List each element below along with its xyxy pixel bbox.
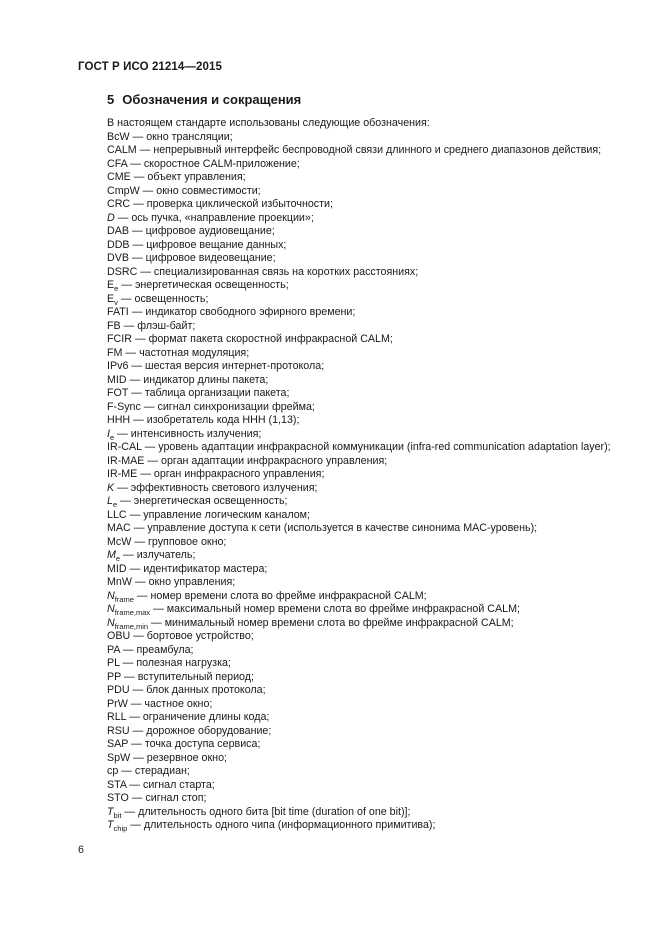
entry-symbol: M	[107, 549, 116, 561]
entry-symbol: N	[107, 616, 115, 629]
entry-definition: — длительность одного бита [bit time (duration of one bit)];	[121, 805, 411, 818]
entry-symbol: PL	[107, 657, 120, 669]
entry-definition: — бортовое устройство;	[130, 630, 254, 642]
entry-definition: — флэш-байт;	[120, 319, 196, 332]
entry-definition: — эффективность светового излучения;	[114, 481, 318, 494]
entry-definition: — стерадиан;	[118, 765, 190, 777]
abbreviation-entry	[78, 333, 644, 347]
entry-symbol: MAC	[107, 522, 131, 534]
entry-definition: — освещенность;	[117, 292, 209, 305]
entry-definition: — таблица организации пакета;	[128, 387, 290, 399]
abbreviation-entry	[78, 131, 644, 145]
entry-definition: — сигнал старта;	[126, 778, 215, 791]
entry-definition: — сигнал синхронизации фрейма;	[140, 400, 315, 413]
abbreviation-entry	[78, 698, 644, 712]
entry-definition: — окно совместимости;	[139, 184, 261, 197]
entry-definition: — специализированная связь на коротких расстояниях;	[137, 265, 419, 278]
entry-symbol: HHH	[107, 414, 131, 426]
entry-subscript: e	[112, 500, 118, 509]
abbreviation-entry	[78, 590, 644, 604]
entry-definition: — дорожное оборудование;	[129, 724, 272, 737]
entry-symbol: FOT	[107, 387, 129, 399]
entry-symbol: F-Sync	[107, 400, 141, 413]
abbreviation-entry	[78, 158, 644, 172]
entry-definition: — изобретатель кода HHH (1,13);	[130, 414, 300, 426]
entry-symbol: E	[107, 292, 115, 305]
abbreviation-entry	[78, 576, 644, 590]
entry-symbol: McW	[107, 535, 132, 548]
abbreviation-list	[78, 131, 644, 833]
entry-symbol: PDU	[107, 684, 130, 696]
entry-symbol: K	[107, 481, 115, 494]
abbreviation-entry	[78, 468, 644, 482]
entry-definition: — непрерывный интерфейс беспроводной связи длинного и среднего диапазонов действия;	[136, 144, 602, 156]
entry-symbol: DSRC	[107, 265, 138, 278]
entry-symbol: STO	[107, 792, 129, 804]
abbreviation-entry	[78, 549, 644, 563]
entry-definition: — объект управления;	[130, 171, 246, 183]
entry-definition: — управление логическим каналом;	[126, 508, 310, 521]
standard-designation: ГОСТ Р ИСО 21214—2015	[78, 61, 223, 73]
entry-symbol: MnW	[107, 576, 132, 588]
entry-symbol: CFA	[107, 157, 128, 170]
abbreviation-entry	[78, 495, 644, 509]
abbreviation-entry	[78, 765, 644, 779]
abbreviation-entry	[78, 819, 644, 833]
entry-definition: — точка доступа сервиса;	[128, 738, 261, 750]
entry-definition: — ось пучка, «направление проекции»;	[114, 211, 314, 224]
entry-definition: — скоростное CALM-приложение;	[127, 157, 300, 170]
entry-symbol: MID	[107, 373, 127, 386]
entry-subscript: v	[114, 297, 118, 307]
entry-symbol: MID	[107, 562, 127, 575]
abbreviation-entry	[78, 806, 644, 820]
abbreviation-entry	[78, 212, 644, 226]
entry-subscript: e	[114, 284, 119, 293]
abbreviation-entry	[78, 779, 644, 793]
abbreviation-entry	[78, 347, 644, 361]
abbreviation-entry	[78, 792, 644, 806]
entry-definition: — преамбула;	[119, 643, 194, 656]
entry-definition: — сигнал стоп;	[128, 792, 207, 804]
abbreviation-entry	[78, 401, 644, 415]
entry-symbol: DAB	[107, 225, 129, 237]
abbreviation-entry	[78, 455, 644, 469]
entry-definition: — резервное окно;	[130, 751, 227, 764]
entry-symbol: FATI	[107, 306, 129, 318]
abbreviation-entry	[78, 266, 644, 280]
abbreviation-entry	[78, 414, 644, 428]
abbreviation-entry	[78, 387, 644, 401]
entry-symbol: I	[107, 427, 110, 440]
entry-definition: — шестая версия интернет-протокола;	[128, 360, 325, 372]
entry-symbol: IR-MAE	[107, 454, 145, 467]
entry-symbol: E	[107, 279, 115, 291]
entry-definition: — групповое окно;	[131, 535, 227, 548]
entry-symbol: SAP	[107, 738, 129, 750]
entry-definition: — орган инфракрасного управления;	[137, 468, 325, 480]
entry-symbol: CmpW	[107, 184, 140, 197]
entry-symbol: RLL	[107, 711, 127, 723]
entry-symbol: STA	[107, 778, 127, 791]
section-number: 5	[107, 92, 115, 107]
entry-definition: — интенсивность излучения;	[114, 427, 262, 440]
entry-symbol: FB	[107, 319, 121, 332]
abbreviation-entry	[78, 252, 644, 266]
entry-definition: — цифровое вещание данных;	[129, 238, 287, 251]
entry-definition: — блок данных протокола;	[129, 684, 266, 696]
abbreviation-entry	[78, 603, 644, 617]
entry-symbol: FCIR	[107, 333, 132, 345]
entry-symbol: L	[107, 495, 113, 507]
abbreviation-entry	[78, 306, 644, 320]
abbreviation-entry	[78, 441, 644, 455]
entry-definition: — излучатель;	[120, 549, 196, 561]
entry-symbol: CRC	[107, 198, 131, 210]
entry-symbol: SpW	[107, 751, 131, 764]
entry-subscript: e	[109, 432, 115, 442]
entry-definition: — вступительный период;	[121, 670, 254, 683]
entry-symbol: CME	[107, 171, 131, 183]
abbreviation-entry	[78, 617, 644, 631]
entry-symbol: PA	[107, 643, 120, 656]
entry-subscript: frame,min	[114, 621, 149, 631]
entry-symbol: IPv6	[107, 360, 129, 372]
entry-subscript: chip	[113, 824, 128, 833]
abbreviation-entry	[78, 279, 644, 293]
entry-symbol: RSU	[107, 724, 130, 737]
entry-symbol: DDB	[107, 238, 130, 251]
abbreviation-entry	[78, 725, 644, 739]
abbreviation-entry	[78, 563, 644, 577]
entry-definition: — уровень адаптации инфракрасной коммуникации (infra-red communication adaptation layer);	[141, 441, 611, 453]
entry-symbol: T	[107, 819, 114, 831]
entry-symbol: N	[107, 603, 115, 615]
entry-definition: — частное окно;	[127, 697, 213, 710]
entry-symbol: ср	[107, 765, 119, 777]
entry-symbol: LLC	[107, 508, 127, 521]
abbreviation-entry	[78, 185, 644, 199]
entry-symbol: IR-CAL	[107, 441, 142, 453]
entry-symbol: OBU	[107, 630, 131, 642]
abbreviation-entry	[78, 752, 644, 766]
abbreviation-entry	[78, 671, 644, 685]
entry-symbol: FM	[107, 346, 123, 359]
abbreviation-entry	[78, 644, 644, 658]
entry-definition: — длительность одного чипа (информационного примитива);	[127, 819, 436, 831]
entry-symbol: BcW	[107, 130, 130, 143]
abbreviation-entry	[78, 630, 644, 644]
abbreviation-entry	[78, 657, 644, 671]
entry-subscript: frame	[114, 594, 134, 604]
entry-definition: — ограничение длины кода;	[126, 711, 270, 723]
entry-definition: — идентификатор мастера;	[126, 562, 268, 575]
entry-definition: — цифровое аудиовещание;	[128, 225, 275, 237]
entry-definition: — формат пакета скоростной инфракрасной CALM;	[131, 333, 393, 345]
entry-definition: — энергетическая освещенность;	[118, 279, 289, 291]
abbreviation-entry	[78, 144, 644, 158]
abbreviation-entry	[78, 738, 644, 752]
page-number: 6	[78, 844, 84, 856]
section-title-text: Обозначения и сокращения	[122, 92, 302, 107]
entry-definition: — частотная модуляция;	[122, 346, 250, 359]
abbreviation-entry	[78, 198, 644, 212]
abbreviation-entry	[78, 711, 644, 725]
abbreviation-entry	[78, 320, 644, 334]
entry-definition: — индикатор длины пакета;	[126, 373, 269, 386]
abbreviation-entry	[78, 360, 644, 374]
entry-symbol: N	[107, 589, 115, 602]
entry-subscript: bit	[113, 810, 122, 820]
entry-symbol: PrW	[107, 697, 128, 710]
entry-definition: — окно трансляции;	[129, 130, 233, 143]
entry-symbol: IR-ME	[107, 468, 138, 480]
entry-symbol: T	[107, 805, 114, 818]
abbreviation-entry	[78, 293, 644, 307]
abbreviation-entry	[78, 374, 644, 388]
abbreviation-entry	[78, 482, 644, 496]
abbreviation-entry	[78, 684, 644, 698]
intro-paragraph: В настоящем стандарте использованы следующие обозначения:	[107, 117, 430, 129]
abbreviation-entry	[78, 225, 644, 239]
abbreviation-entry	[78, 239, 644, 253]
entry-definition: — полезная нагрузка;	[119, 657, 231, 669]
entry-definition: — цифровое видеовещание;	[128, 252, 276, 264]
abbreviation-entry	[78, 509, 644, 523]
abbreviation-entry	[78, 536, 644, 550]
entry-symbol: D	[107, 211, 115, 224]
entry-definition: — энергетическая освещенность;	[117, 495, 288, 507]
entry-symbol: CALM	[107, 144, 137, 156]
abbreviation-entry	[78, 171, 644, 185]
entry-symbol: PP	[107, 670, 122, 683]
entry-definition: — максимальный номер времени слота во фрейме инфракрасной CALM;	[150, 603, 520, 615]
abbreviation-entry	[78, 522, 644, 536]
entry-definition: — управление доступа к сети (используется в качестве синонима MAC-уровень);	[130, 522, 538, 534]
entry-symbol: DVB	[107, 252, 129, 264]
entry-subscript: frame,max	[114, 608, 151, 617]
entry-definition: — индикатор свободного эфирного времени;	[128, 306, 356, 318]
entry-definition: — проверка циклической избыточности;	[130, 198, 333, 210]
entry-definition: — номер времени слота во фрейме инфракрасной CALM;	[133, 589, 427, 602]
entry-subscript: e	[115, 554, 121, 563]
entry-definition: — орган адаптации инфракрасного управления;	[144, 454, 388, 467]
section-heading	[107, 92, 301, 107]
entry-definition: — минимальный номер времени слота во фрейме инфракрасной CALM;	[148, 616, 514, 629]
entry-definition: — окно управления;	[131, 576, 236, 588]
abbreviation-entry	[78, 428, 644, 442]
